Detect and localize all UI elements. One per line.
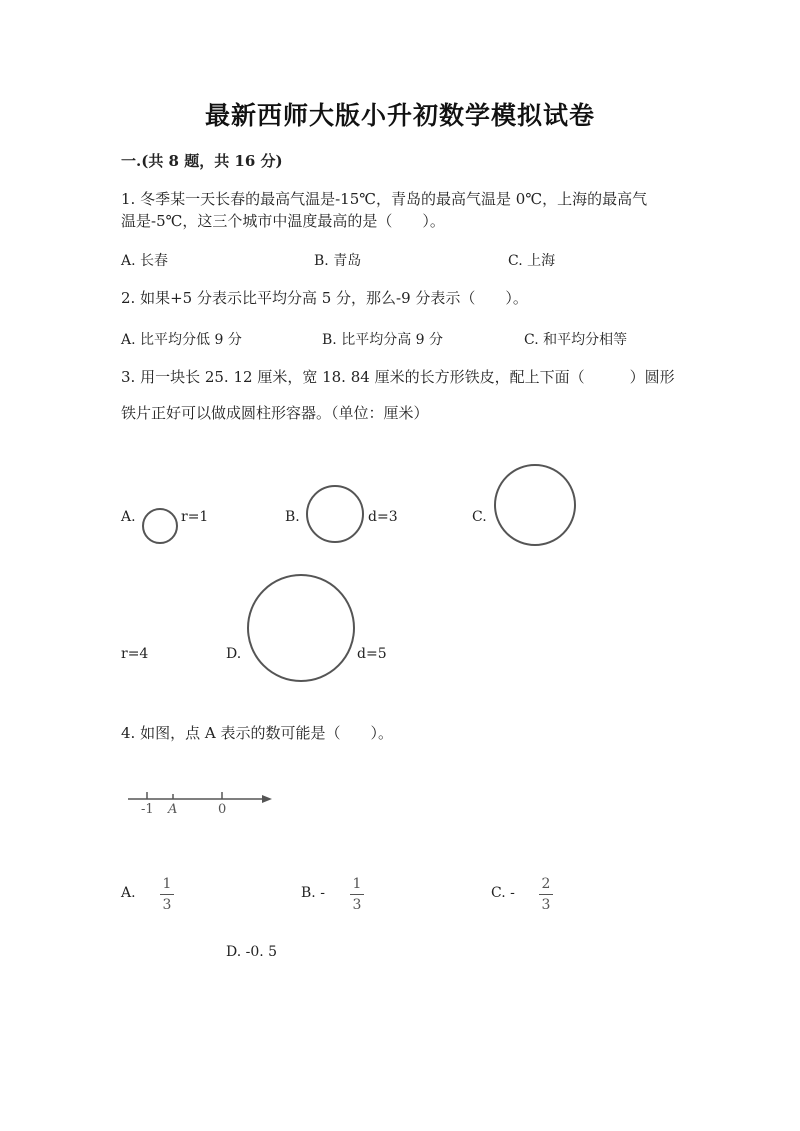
question-1-line-1: 1. 冬季某一天长春的最高气温是-15℃，青岛的最高气温是 0℃，上海的最高气 [121,190,648,208]
fraction-numerator: 2 [541,876,551,892]
circle-b [306,485,364,543]
question-3-value-a: r=1 [181,509,209,525]
number-line-arrow [262,795,272,803]
question-4-line-1: 4. 如图，点 A 表示的数可能是（ ）。 [121,724,393,742]
question-2-option-c: C. 和平均分相等 [524,332,628,348]
question-3-value-d: d=5 [357,646,387,662]
fraction-denominator: 3 [541,897,551,913]
question-1-line-2: 温是-5℃，这三个城市中温度最高的是（ ）。 [121,212,445,230]
question-4-option-b-label: B. - [301,885,325,901]
question-2-option-b: B. 比平均分高 9 分 [322,332,443,348]
circle-a [142,508,178,544]
section-heading: 一.(共 8 题，共 16 分) [121,152,283,170]
question-2-option-a: A. 比平均分低 9 分 [121,332,242,348]
fraction-numerator: 1 [352,876,362,892]
question-1-option-b: B. 青岛 [314,253,362,269]
question-4-option-b-fraction [350,876,364,913]
question-4-option-c-fraction [539,876,553,913]
question-3-line-2: 铁片正好可以做成圆柱形容器。（单位：厘米） [121,404,429,422]
question-2-line-1: 2. 如果+5 分表示比平均分高 5 分，那么-9 分表示（ ）。 [121,289,528,307]
question-4-option-d: D. -0. 5 [226,944,278,960]
question-3-label-c: C. [472,509,487,525]
fraction-denominator: 3 [352,897,362,913]
question-3-value-c: r=4 [121,646,149,662]
question-3-label-d: D. [226,646,242,662]
question-1-option-c: C. 上海 [508,253,556,269]
question-3-value-b: d=3 [368,509,398,525]
question-1-option-a: A. 长春 [121,253,169,269]
question-3-label-b: B. [285,509,300,525]
question-4-option-a-label: A. [121,885,136,901]
number-line-label-a: A [168,802,178,817]
number-line-label-minus-one: -1 [141,802,154,817]
question-3-line-1: 3. 用一块长 25. 12 厘米，宽 18. 84 厘米的长方形铁皮，配上下面（ ）圆形 [121,368,675,386]
fraction-denominator: 3 [162,897,172,913]
circle-d [247,574,355,682]
question-3-label-a: A. [121,509,136,525]
question-4-option-a-fraction [160,876,174,913]
number-line-label-zero: 0 [218,802,227,817]
question-4-option-c-label: C. - [491,885,515,901]
page-title: 最新西师大版小升初数学模拟试卷 [204,101,595,130]
fraction-numerator: 1 [162,876,172,892]
circle-c [494,464,576,546]
